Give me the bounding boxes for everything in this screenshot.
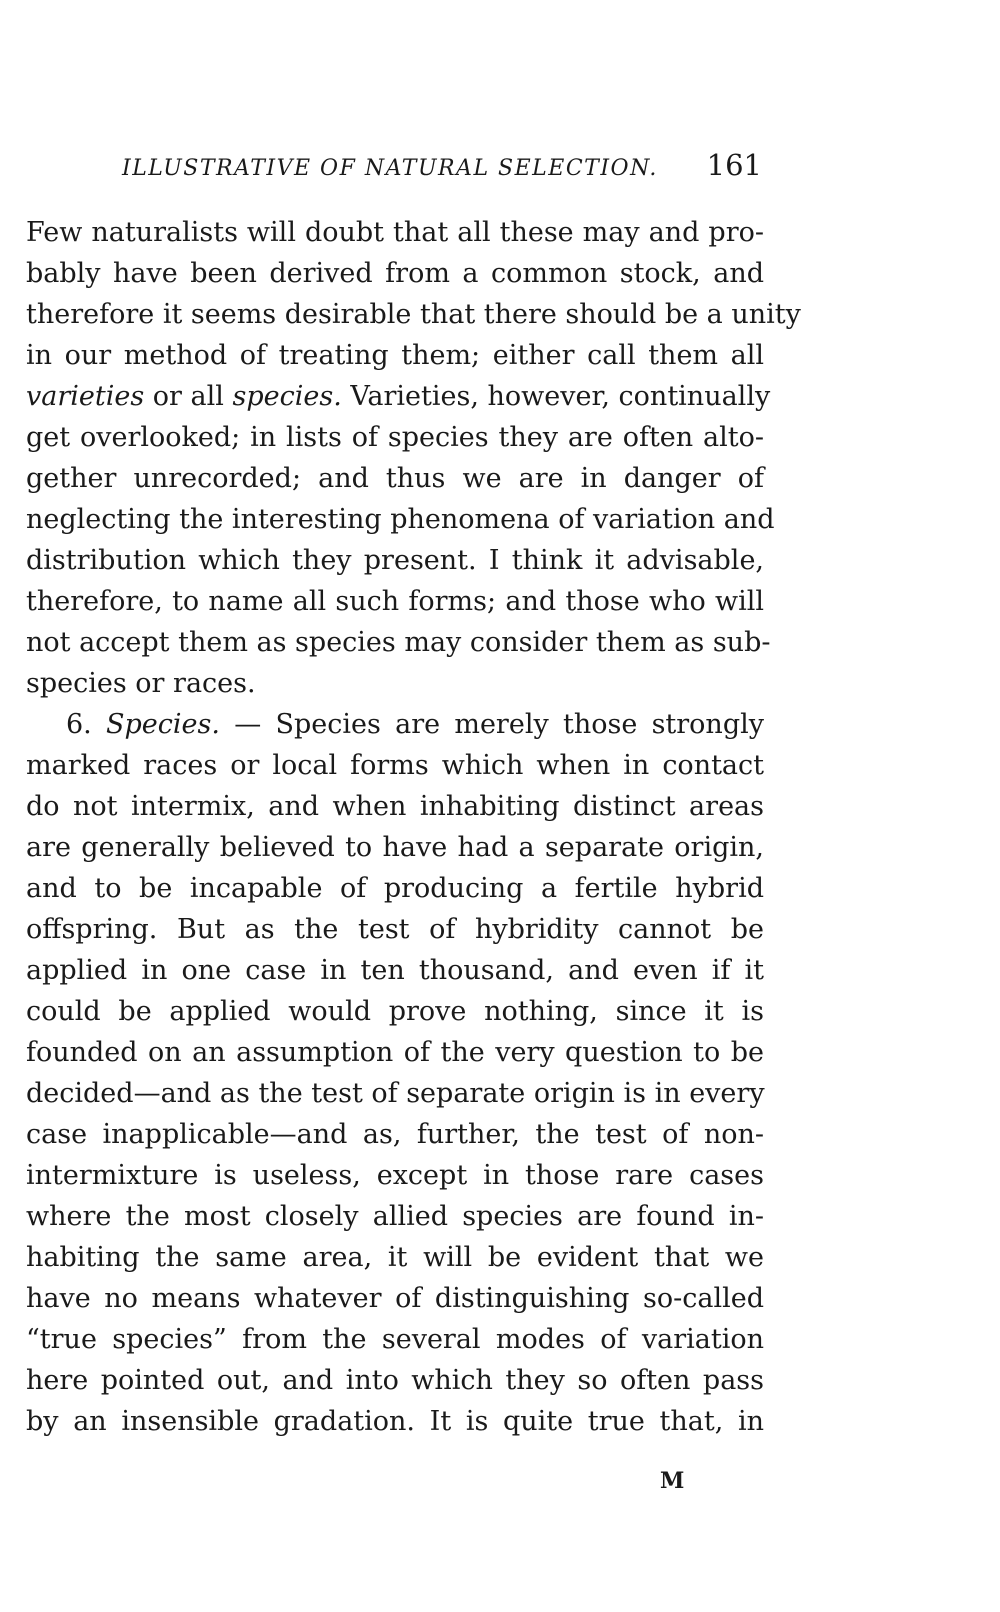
text-line: offspring. But as the test of hybridity cannot be: [26, 914, 764, 945]
text-line: and to be incapable of producing a fertile hybrid: [26, 873, 764, 904]
text-line: species or races.: [26, 668, 256, 699]
text-line: in our method of treating them; either call them all: [26, 340, 764, 371]
text-line: distribution which they present. I think it advisable,: [26, 545, 764, 576]
text-line: “true species” from the several modes of variation: [26, 1324, 764, 1355]
text-span: or all: [144, 381, 233, 412]
text-line: gether unrecorded; and thus we are in danger of: [26, 463, 764, 494]
text-line: where the most closely allied species are found in-: [26, 1201, 764, 1232]
signature-mark: M: [660, 1468, 685, 1494]
italic-term: varieties: [26, 381, 145, 412]
section-number: 6.: [66, 709, 107, 740]
body-text: [26, 212, 801, 1442]
running-head: [122, 148, 762, 188]
text-line: intermixture is useless, except in those rare cases: [26, 1160, 764, 1191]
text-line: could be applied would prove nothing, since it is: [26, 996, 764, 1027]
text-line: founded on an assumption of the very question to be: [26, 1037, 764, 1068]
text-line: by an insensible gradation. It is quite true that, in: [26, 1406, 764, 1437]
text-line: are generally believed to have had a separate origin,: [26, 832, 764, 863]
text-line: do not intermix, and when inhabiting distinct areas: [26, 791, 764, 822]
text-line: [26, 376, 771, 417]
section-title: Species.: [106, 709, 220, 740]
text-line: therefore it seems desirable that there should be a unity: [26, 299, 801, 330]
text-line: habiting the same area, it will be evident that we: [26, 1242, 764, 1273]
text-line: Few naturalists will doubt that all these may and pro-: [26, 217, 764, 248]
text-line: bably have been derived from a common stock, and: [26, 258, 764, 289]
text-line: have no means whatever of distinguishing so-called: [26, 1283, 764, 1314]
text-line: get overlooked; in lists of species they are often alto-: [26, 422, 764, 453]
text-line: here pointed out, and into which they so often pass: [26, 1365, 764, 1396]
italic-term: species.: [232, 381, 342, 412]
text-line: not accept them as species may consider them as sub-: [26, 627, 771, 658]
running-title: ILLUSTRATIVE OF NATURAL SELECTION.: [122, 156, 658, 181]
text-line: neglecting the interesting phenomena of variation and: [26, 504, 775, 535]
text-line: case inapplicable—and as, further, the test of non-: [26, 1119, 764, 1150]
text-span: — Species are merely those strongly: [219, 709, 764, 740]
text-line: applied in one case in ten thousand, and even if it: [26, 955, 764, 986]
page-number: 161: [706, 148, 762, 182]
text-line: marked races or local forms which when in contact: [26, 750, 764, 781]
text-line: decided—and as the test of separate origin is in every: [26, 1078, 765, 1109]
text-span: Varieties, however, continually: [341, 381, 771, 412]
section-heading-line: [26, 704, 764, 745]
text-line: therefore, to name all such forms; and those who will: [26, 586, 764, 617]
